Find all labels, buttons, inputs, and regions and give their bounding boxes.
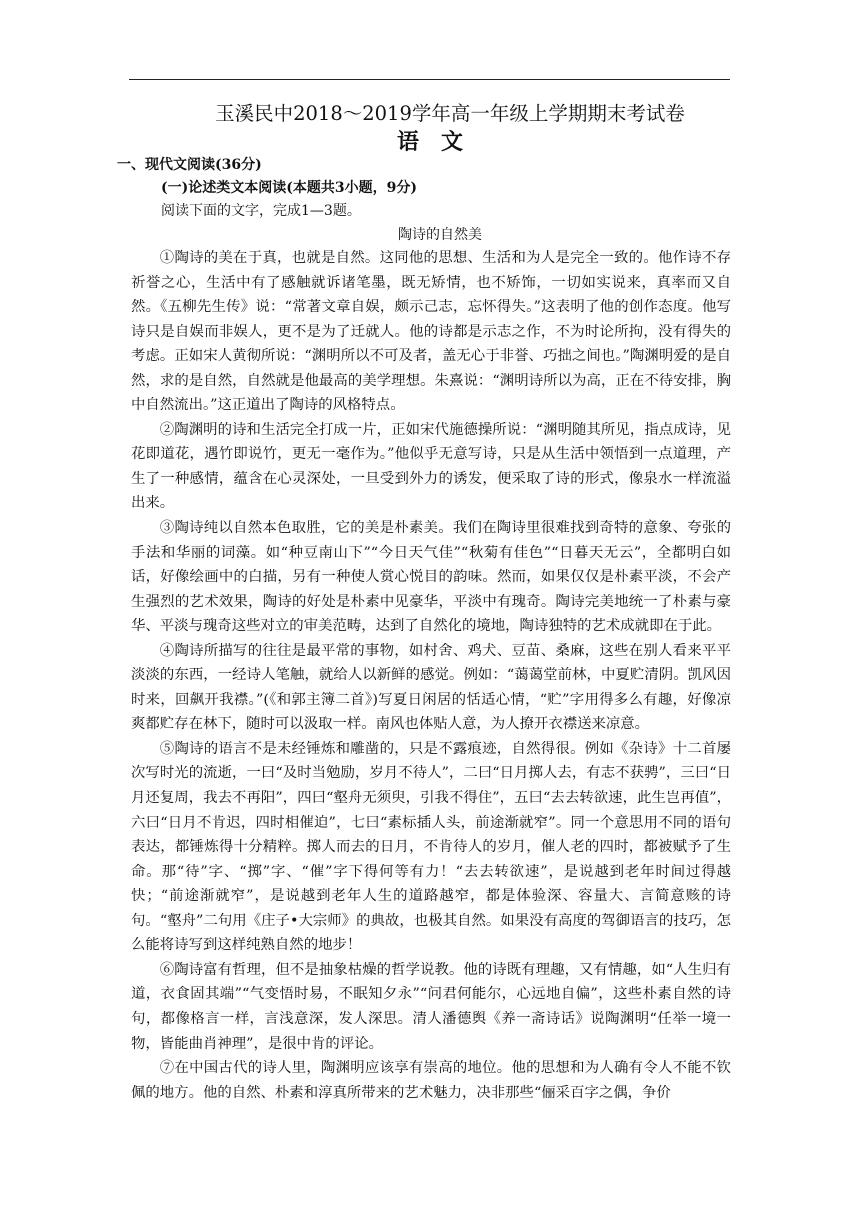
- paragraph-1: ①陶诗的美在于真，也就是自然。这同他的思想、生活和为人是完全一致的。他作诗不存祈誉之心，生活中有了感触就诉诸笔墨，既无矫情，也不矫饰，一切如实说来，真率而又自然。《五柳先生传》说：“常著文章自娱，颇示己志，忘怀得失。”这表明了他的创作态度。他写诗只是自娱而非娱人，更不是为了迁就人。他的诗都是示志之作，不为时论所拘，没有得失的考虑。正如宋人黄彻所说：“渊明所以不可及者，盖无心于非誉、巧拙之间也。”陶渊明爱的是自然，求的是自然，自然就是他最高的美学理想。朱熹说：“渊明诗所以为高，正在不待安排，胸中自然流出。”这正道出了陶诗的风格特点。: [131, 250, 731, 414]
- subject-title: 语文: [396, 129, 485, 155]
- paragraph-7: ⑦在中国古代的诗人里，陶渊明应该享有崇高的地位。他的思想和为人确有令人不能不钦佩的地方。他的自然、朴素和淳真所带来的艺术魅力，决非那些“俪采百字之偶，争价: [131, 1060, 731, 1101]
- header-rule: [129, 79, 730, 80]
- paragraph-4: ④陶诗所描写的往往是最平常的事物，如村舍、鸡犬、豆苗、桑麻，这些在别人看来平平淡淡的东西，一经诗人笔触，就给人以新鲜的感觉。例如：“蔼蔼堂前林，中夏贮清阴。凯风因时来，回飙开我襟。”(《和郭主簿二首》)写夏日闲居的恬适心情，“贮”字用得多么有趣，好像凉爽都贮存在林下，随时可以汲取一样。南风也体贴人意，为人撩开衣襟送来凉意。: [131, 642, 731, 733]
- exam-title: 玉溪民中2018～2019学年高一年级上学期期末考试卷: [215, 102, 685, 125]
- subsection-heading: (一)论述类文本阅读(本题共3小题，9分): [161, 180, 417, 196]
- passage-body: [131, 246, 731, 1105]
- paragraph-3: ③陶诗纯以自然本色取胜，它的美是朴素美。我们在陶诗里很难找到奇特的意象、夸张的手法和华丽的词藻。如“种豆南山下”“今日天气佳”“秋菊有佳色”“日暮天无云”，全都明白如话，好像绘画中的白描，另有一种使人赏心悦目的韵味。然而，如果仅仅是朴素平淡，不会产生强烈的艺术效果，陶诗的好处是朴素中见豪华，平淡中有瑰奇。陶诗完美地统一了朴素与豪华、平淡与瑰奇这些对立的审美范畴，达到了自然化的境地，陶诗独特的艺术成就即在于此。: [131, 520, 731, 635]
- paragraph-6: ⑥陶诗富有哲理，但不是抽象枯燥的哲学说教。他的诗既有理趣，又有情趣，如“人生归有道，衣食固其端”“气变悟时易，不眠知夕永”“问君何能尔，心远地自偏”，这些朴素自然的诗句，都像格言一样，言浅意深，发人深思。清人潘德舆《养一斋诗话》说陶渊明“任举一境一物，皆能曲肖神理”，是很中肯的评论。: [131, 961, 731, 1052]
- passage-title: 陶诗的自然美: [398, 227, 482, 243]
- reading-instruction: 阅读下面的文字，完成1—3题。: [161, 203, 361, 219]
- section-heading: 一、现代文阅读(36分): [117, 157, 262, 173]
- paragraph-5: ⑤陶诗的语言不是未经锤炼和雕凿的，只是不露痕迹，自然得很。例如《杂诗》十二首屡次写时光的流逝，一曰“及时当勉励，岁月不待人”，二曰“日月掷人去，有志不获骋”，三曰“日月还复周，我去不再阳”，四曰“壑舟无须臾，引我不得住”，五曰“去去转欲速，此生岂再值”，六曰“日月不肯迟，四时相催迫”，七曰“素标插人头，前途渐就窄”。同一个意思用不同的语句表达，都锤炼得十分精粹。掷人而去的日月，不肯待人的岁月，催人老的四时，都被赋予了生命。那“待”字、“掷”字、“催”字下得何等有力！“去去转欲速”，是说越到老年时间过得越快；“前途渐就窄”，是说越到老年人生的道路越窄，都是体验深、容量大、言简意赅的诗句。“壑舟”二句用《庄子•大宗师》的典故，也极其自然。如果没有高度的驾御语言的技巧，怎么能将诗写到这样纯熟自然的地步！: [131, 740, 731, 954]
- paragraph-2: ②陶渊明的诗和生活完全打成一片，正如宋代施德操所说：“渊明随其所见，指点成诗，见花即道花，遇竹即说竹，更无一毫作为。”他似乎无意写诗，只是从生活中领悟到一点道理，产生了一种感情，蕴含在心灵深处，一旦受到外力的诱发，便采取了诗的形式，像泉水一样流溢出来。: [131, 421, 731, 512]
